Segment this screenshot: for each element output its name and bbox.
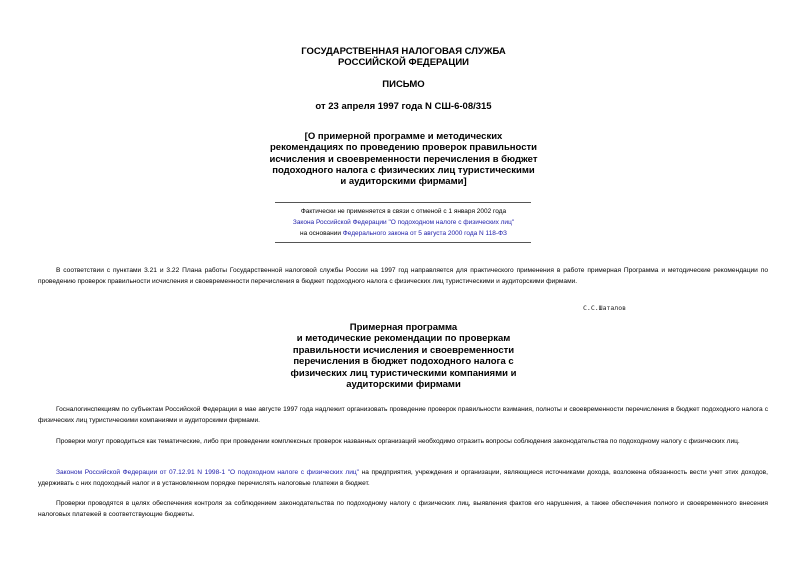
program-title-line-4: перечисления в бюджет подоходного налога с	[293, 356, 514, 368]
program-title	[0, 322, 807, 390]
body-paragraph-3-text: на предприятия, учреждения и организации, являющиеся источниками дохода, возложена обязанность вести учет этих доходов, удерживать с них подоходный налог и в установленном порядке перечислять налоговые платежи в бюджет.	[38, 469, 768, 487]
law-1998-1-link[interactable]: Законом Российской Федерации от 07.12.91 N 1998-1 "О подоходном налоге с физических лиц"	[56, 469, 360, 476]
organization-name	[0, 46, 807, 68]
body-paragraph-3	[38, 467, 768, 489]
document-date: от 23 апреля 1997 года N СШ-6-08/315	[315, 101, 492, 112]
document-subject	[0, 131, 807, 187]
body-paragraph-2: Проверки могут проводиться как тематические, либо при проведении комплексных проверок названных организаций необходимо отразить вопросы соблюдения законодательства по подоходному налогу с физических лиц.	[56, 438, 740, 445]
program-title-line-2: и методические рекомендации по проверкам	[296, 333, 511, 345]
intro-paragraph: В соответствии с пунктами 3.21 и 3.22 Плана работы Государственной налоговой службы России на 1997 год направляется для практического применения в работе примерная Программа и методические рекомендации по проведению проверок правильности исчисления и своевременности перечисления в бюджет подоходного налога с физических лиц туристическими и аудиторскими фирмами.	[38, 267, 768, 285]
subject-line-3: исчисления и своевременности перечисления в бюджет	[269, 153, 538, 165]
body-paragraph-1: Госналогинспекциям по субъектам Российской Федерации в мае августе 1997 года надлежит организовать проведение проверок правильности взимания, полноты и своевременности перечисления в бюджет подоходного налога с физических лиц туристическими компаниями и аудиторскими фирмами.	[38, 406, 768, 424]
subject-line-4: подоходного налога с физических лиц туристическими	[272, 164, 535, 176]
signature: С.С.Шаталов	[583, 304, 627, 312]
org-line-2: РОССИЙСКОЙ ФЕДЕРАЦИИ	[337, 57, 469, 68]
status-note-prefix: на основании	[300, 230, 343, 237]
subject-line-2: рекомендациях по проведению проверок правильности	[270, 142, 537, 154]
program-title-line-3: правильности исчисления и своевременности	[292, 344, 515, 356]
document-type: ПИСЬМО	[382, 79, 425, 90]
divider-bottom	[275, 242, 531, 243]
program-title-line-6: аудиторскими фирмами	[346, 379, 461, 391]
status-note-law-link[interactable]: Закона Российской Федерации "О подоходном налоге с физических лиц"	[292, 219, 515, 226]
subject-line-5: и аудиторскими фирмами]	[340, 176, 467, 188]
program-title-line-1: Примерная программа	[349, 322, 458, 333]
subject-line-1: [О примерной программе и методических	[304, 131, 503, 142]
status-note-federal-law-link[interactable]: Федерального закона от 5 августа 2000 года N 118-ФЗ	[342, 230, 507, 237]
status-note-line-1: Фактически не применяется в связи с отменой с 1 января 2002 года	[300, 208, 507, 215]
body-paragraph-4: Проверки проводятся в целях обеспечения контроля за соблюдением законодательства по подоходному налогу с физических лиц, выявления фактов его нарушения, а также обеспечения полного и своевременного внесения налоговых платежей в соответствующие бюджеты.	[38, 500, 768, 518]
org-line-1: ГОСУДАРСТВЕННАЯ НАЛОГОВАЯ СЛУЖБА	[301, 46, 506, 57]
program-title-line-5: физических лиц туристическими компаниями и	[290, 367, 517, 379]
divider-top	[275, 202, 531, 203]
status-note	[0, 206, 807, 239]
